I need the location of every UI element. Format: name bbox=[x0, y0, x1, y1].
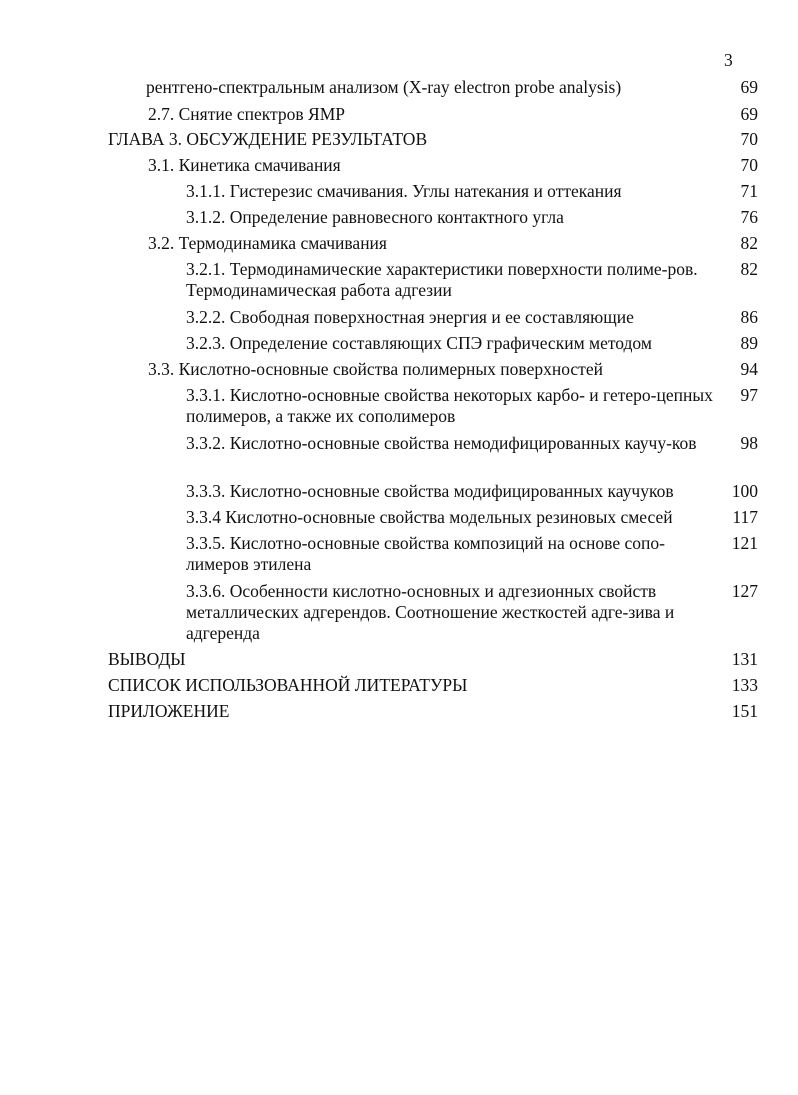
toc-entry-text: СПИСОК ИСПОЛЬЗОВАННОЙ ЛИТЕРАТУРЫ bbox=[108, 675, 468, 695]
toc-entry-text: 3.2.1. Термодинамические характеристики поверхности полиме-ров. Термодинамическая работа адгезии bbox=[186, 259, 698, 300]
toc-entry-page: 70 bbox=[740, 129, 758, 149]
toc-entry-page: 71 bbox=[740, 181, 758, 201]
toc-entry-text: ВЫВОДЫ bbox=[108, 649, 186, 669]
toc-entry-page: 127 bbox=[731, 581, 758, 601]
toc-entry-text: 3.3.1. Кислотно-основные свойства некоторых карбо- и гетеро-цепных полимеров, а также их сополимеров bbox=[186, 385, 713, 426]
toc-entry-page: 100 bbox=[731, 481, 758, 501]
toc-entry-text: 3.2.3. Определение составляющих СПЭ графическим методом bbox=[186, 333, 652, 353]
toc-entry-text: 3.2.2. Свободная поверхностная энергия и ее составляющие bbox=[186, 307, 634, 327]
toc-entry-page: 117 bbox=[732, 507, 758, 527]
toc-entry-page: 70 bbox=[740, 155, 758, 175]
toc-entry-page: 82 bbox=[740, 233, 758, 253]
toc-entry-text: 3.2. Термодинамика смачивания bbox=[148, 233, 387, 253]
toc-entry-page: 98 bbox=[740, 433, 758, 453]
toc-entry-text: 3.3.2. Кислотно-основные свойства немодифицированных каучу-ков bbox=[186, 433, 697, 453]
toc-entry-text: ПРИЛОЖЕНИЕ bbox=[108, 701, 230, 721]
toc-entry-page: 76 bbox=[740, 207, 758, 227]
toc-entry-text: 2.7. Снятие спектров ЯМР bbox=[148, 104, 346, 124]
toc-entry-page: 86 bbox=[740, 307, 758, 327]
toc-entry-page: 131 bbox=[731, 649, 758, 669]
toc-entry-page: 121 bbox=[731, 533, 758, 553]
toc-entry-page: 69 bbox=[740, 77, 758, 97]
toc-entry-text: 3.3.6. Особенности кислотно-основных и адгезионных свойств металлических адгерендов. Соотношение жесткостей адге-зива и адгеренда bbox=[186, 581, 675, 643]
toc-entry-page: 97 bbox=[740, 385, 758, 405]
toc-entry-text: 3.3.5. Кислотно-основные свойства композиций на основе сопо-лимеров этилена bbox=[186, 533, 665, 574]
toc-entry-text: 3.1.1. Гистерезис смачивания. Углы натекания и оттекания bbox=[186, 181, 622, 201]
toc-entry-text: 3.3. Кислотно-основные свойства полимерных поверхностей bbox=[148, 359, 603, 379]
toc-entry-text: 3.3.4 Кислотно-основные свойства модельных резиновых смесей bbox=[186, 507, 673, 527]
toc-entry-text: 3.3.3. Кислотно-основные свойства модифицированных каучуков bbox=[186, 481, 674, 501]
toc-entry-page: 94 bbox=[740, 359, 758, 379]
toc-entry-text: 3.1. Кинетика смачивания bbox=[148, 155, 341, 175]
toc-entry-page: 82 bbox=[740, 259, 758, 279]
toc-entry-text: рентгено-спектральным анализом (X-ray electron probe analysis) bbox=[146, 77, 622, 97]
toc-entry-text: 3.1.2. Определение равновесного контактного угла bbox=[186, 207, 564, 227]
page-number: 3 bbox=[724, 50, 733, 70]
toc-entry-page: 133 bbox=[731, 675, 758, 695]
toc-entry-text: ГЛАВА 3. ОБСУЖДЕНИЕ РЕЗУЛЬТАТОВ bbox=[108, 129, 428, 149]
toc-entry-page: 89 bbox=[740, 333, 758, 353]
toc-entry-page: 151 bbox=[731, 701, 758, 721]
toc-entry-page: 69 bbox=[740, 104, 758, 124]
